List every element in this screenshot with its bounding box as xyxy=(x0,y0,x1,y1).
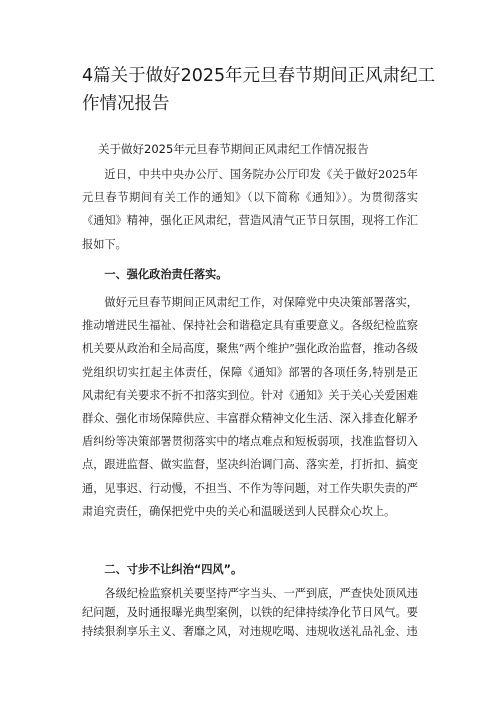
paragraph-section-1: 做好元旦春节期间正风肃纪工作，对保障党中央决策部署落实，推动增进民生福祉、保持社会和谐稳定具有重要意义。各级纪检监察机关要从政治和全局高度，聚焦“两个维护”强化政治监督，推动各级党组织切实扛起主体责任，保障《通知》部署的各项任务,特别是正风肃纪有关要求不折不扣落实到位。针对《通知》关于关心关爱困难群众、强化市场保障供应、丰富群众精神文化生活、深入排查化解矛盾纠纷等决策部署贯彻落实中的堵点难点和短板弱项，找准监督切入点，跟进监督、做实监督，坚决纠治调门高、落实差，打折扣、搞变通，见事迟、行动慢，不担当、不作为等问题，对工作失职失责的严肃追究责任，确保把党中央的关心和温暖送到人民群众心坎上。 xyxy=(82,296,418,518)
paragraph-section-2: 各级纪检监察机关要坚持严字当头、一严到底，严查快处顶风违纪问题，及时通报曝光典型案例，以铁的纪律持续净化节日风气。要持续狠刹享乐主义、奢靡之风，对违规吃喝、违规收送礼品礼金、违 xyxy=(82,587,418,638)
document-title: 4篇关于做好2025年元旦春节期间正风肃纪工作情况报告 xyxy=(82,66,436,114)
section-heading-2: 二、寸步不让纠治“四风”。 xyxy=(104,563,243,576)
report-subtitle: 关于做好2025年元旦春节期间正风肃纪工作情况报告 xyxy=(98,142,369,156)
section-heading-1: 一、强化政治责任落实。 xyxy=(104,268,228,281)
paragraph-intro: 近日，中共中央办公厅、国务院办公厅印发《关于做好2025年元旦春节期间有关工作的通知》（以下简称《通知》）。为贯彻落实《通知》精神，强化正风肃纪，营造风清气正节日氛围，现将工作汇报如下。 xyxy=(82,168,418,251)
